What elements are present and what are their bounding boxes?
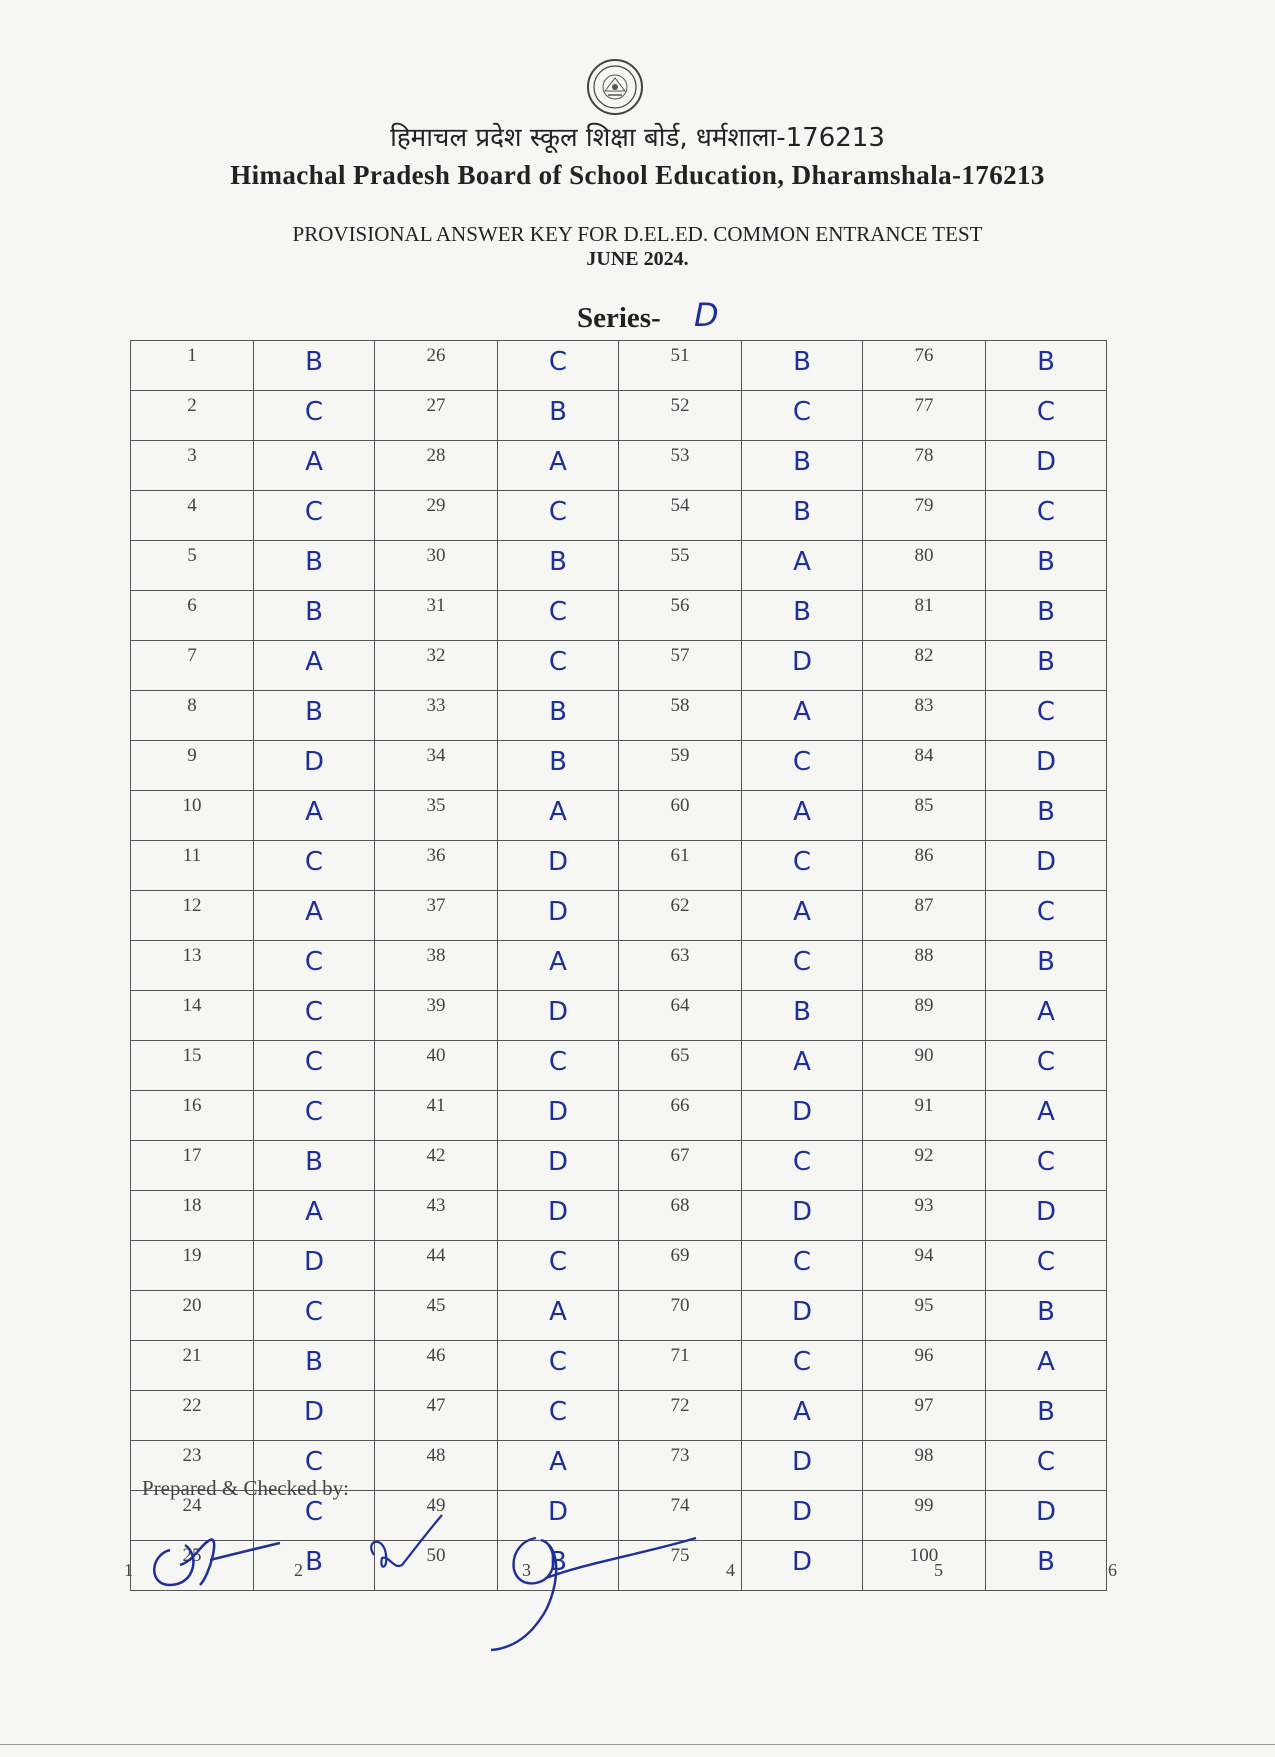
answer-cell: B [986, 541, 1107, 591]
answer-cell: D [498, 991, 619, 1041]
question-number: 18 [131, 1191, 254, 1241]
answer-cell: D [498, 1191, 619, 1241]
answer-cell: C [742, 1241, 863, 1291]
answer-cell: C [498, 1341, 619, 1391]
prepared-checked-label: Prepared & Checked by: [142, 1476, 350, 1500]
question-number: 70 [619, 1291, 742, 1341]
answer-cell: C [742, 1141, 863, 1191]
signatory-number: 6 [1108, 1560, 1117, 1580]
question-number: 32 [375, 641, 498, 691]
question-number: 20 [131, 1291, 254, 1341]
question-number: 64 [619, 991, 742, 1041]
signature-2 [364, 1510, 454, 1590]
answer-cell: C [498, 1041, 619, 1091]
answer-key-table [130, 340, 1107, 1591]
question-number: 45 [375, 1291, 498, 1341]
question-number: 65 [619, 1041, 742, 1091]
answer-cell: A [742, 891, 863, 941]
answer-cell: C [498, 1391, 619, 1441]
answer-cell: D [986, 441, 1107, 491]
answer-cell: B [498, 541, 619, 591]
series-value: D [694, 296, 719, 334]
answer-cell: D [742, 1441, 863, 1491]
question-number: 72 [619, 1391, 742, 1441]
table-row [131, 941, 1107, 991]
question-number: 15 [131, 1041, 254, 1091]
answer-cell: D [498, 1141, 619, 1191]
answer-cell: B [742, 441, 863, 491]
question-number: 59 [619, 741, 742, 791]
question-number: 94 [863, 1241, 986, 1291]
answer-cell: C [986, 1141, 1107, 1191]
question-number: 60 [619, 791, 742, 841]
answer-cell: C [254, 1091, 375, 1141]
question-number: 83 [863, 691, 986, 741]
answer-cell: B [254, 1341, 375, 1391]
question-number: 48 [375, 1441, 498, 1491]
answer-cell: C [742, 841, 863, 891]
question-number: 51 [619, 341, 742, 391]
answer-cell: C [254, 1491, 375, 1541]
answer-cell: B [742, 591, 863, 641]
signature-1 [140, 1515, 290, 1595]
answer-cell: C [254, 941, 375, 991]
question-number: 28 [375, 441, 498, 491]
table-row [131, 1041, 1107, 1091]
answer-cell: D [254, 1391, 375, 1441]
question-number: 57 [619, 641, 742, 691]
answer-cell: C [254, 1441, 375, 1491]
signatory-number: 4 [726, 1560, 735, 1580]
table-row [131, 841, 1107, 891]
signatory-number: 1 [124, 1560, 133, 1580]
answer-cell: C [986, 1041, 1107, 1091]
question-number: 50 [375, 1541, 498, 1591]
answer-cell: D [254, 1241, 375, 1291]
answer-cell: B [986, 341, 1107, 391]
answer-cell: A [254, 891, 375, 941]
answer-cell: B [986, 641, 1107, 691]
answer-cell: B [498, 741, 619, 791]
question-number: 61 [619, 841, 742, 891]
question-number: 79 [863, 491, 986, 541]
question-number: 31 [375, 591, 498, 641]
answer-cell: A [254, 791, 375, 841]
answer-cell: C [986, 491, 1107, 541]
answer-cell: B [254, 1141, 375, 1191]
answer-cell: B [986, 1291, 1107, 1341]
question-number: 68 [619, 1191, 742, 1241]
question-number: 78 [863, 441, 986, 491]
answer-cell: A [986, 1091, 1107, 1141]
question-number: 4 [131, 491, 254, 541]
question-number: 85 [863, 791, 986, 841]
question-number: 26 [375, 341, 498, 391]
question-number: 35 [375, 791, 498, 841]
question-number: 7 [131, 641, 254, 691]
table-row [131, 1191, 1107, 1241]
answer-cell: A [254, 641, 375, 691]
question-number: 11 [131, 841, 254, 891]
question-number: 41 [375, 1091, 498, 1141]
table-row [131, 541, 1107, 591]
question-number: 54 [619, 491, 742, 541]
question-number: 74 [619, 1491, 742, 1541]
answer-cell: C [254, 1291, 375, 1341]
question-number: 22 [131, 1391, 254, 1441]
answer-cell: A [742, 691, 863, 741]
answer-cell: D [986, 841, 1107, 891]
board-title-english: Himachal Pradesh Board of School Education, Dharamshala-176213 [230, 160, 1045, 190]
table-row [131, 1291, 1107, 1341]
question-number: 14 [131, 991, 254, 1041]
question-number: 96 [863, 1341, 986, 1391]
answer-cell: C [498, 1241, 619, 1291]
question-number: 92 [863, 1141, 986, 1191]
answer-cell: B [742, 341, 863, 391]
question-number: 17 [131, 1141, 254, 1191]
answer-cell: D [986, 1491, 1107, 1541]
question-number: 25 [131, 1541, 254, 1591]
question-number: 9 [131, 741, 254, 791]
answer-cell: C [254, 491, 375, 541]
answer-cell: C [986, 1441, 1107, 1491]
table-row [131, 741, 1107, 791]
question-number: 23 [131, 1441, 254, 1491]
table-row [131, 1341, 1107, 1391]
answer-cell: D [742, 641, 863, 691]
question-number: 67 [619, 1141, 742, 1191]
answer-cell: B [254, 591, 375, 641]
answer-cell: D [986, 741, 1107, 791]
answer-cell: C [986, 691, 1107, 741]
question-number: 40 [375, 1041, 498, 1091]
signature-3 [486, 1518, 706, 1658]
question-number: 13 [131, 941, 254, 991]
scan-edge-line [0, 1744, 1275, 1745]
question-number: 77 [863, 391, 986, 441]
answer-cell: C [254, 391, 375, 441]
board-seal-emblem [586, 58, 644, 116]
question-number: 30 [375, 541, 498, 591]
answer-cell: C [498, 591, 619, 641]
question-number: 53 [619, 441, 742, 491]
question-number: 5 [131, 541, 254, 591]
answer-cell: A [498, 941, 619, 991]
answer-cell: C [254, 1041, 375, 1091]
question-number: 66 [619, 1091, 742, 1141]
answer-cell: C [254, 991, 375, 1041]
signatory-number: 2 [294, 1560, 303, 1580]
table-row [131, 341, 1107, 391]
question-number: 47 [375, 1391, 498, 1441]
question-number: 3 [131, 441, 254, 491]
answer-cell: B [254, 541, 375, 591]
question-number: 16 [131, 1091, 254, 1141]
answer-cell: D [742, 1191, 863, 1241]
signatory-number: 5 [934, 1560, 943, 1580]
answer-cell: C [498, 341, 619, 391]
answer-cell: C [986, 891, 1107, 941]
table-row [131, 441, 1107, 491]
answer-cell: D [498, 841, 619, 891]
question-number: 38 [375, 941, 498, 991]
answer-cell: C [742, 391, 863, 441]
question-number: 29 [375, 491, 498, 541]
question-number: 19 [131, 1241, 254, 1291]
question-number: 33 [375, 691, 498, 741]
question-number: 1 [131, 341, 254, 391]
answer-cell: A [742, 541, 863, 591]
answer-cell: D [254, 741, 375, 791]
answer-cell: D [742, 1291, 863, 1341]
table-row [131, 1141, 1107, 1191]
question-number: 89 [863, 991, 986, 1041]
question-number: 88 [863, 941, 986, 991]
table-row [131, 641, 1107, 691]
question-number: 62 [619, 891, 742, 941]
question-number: 69 [619, 1241, 742, 1291]
answer-cell: A [498, 441, 619, 491]
question-number: 8 [131, 691, 254, 741]
answer-cell: D [742, 1541, 863, 1591]
question-number: 42 [375, 1141, 498, 1191]
answer-cell: C [254, 841, 375, 891]
question-number: 21 [131, 1341, 254, 1391]
table-row [131, 491, 1107, 541]
table-row [131, 391, 1107, 441]
answer-cell: B [986, 591, 1107, 641]
question-number: 56 [619, 591, 742, 641]
answer-cell: C [498, 491, 619, 541]
question-number: 10 [131, 791, 254, 841]
answer-cell: A [742, 1041, 863, 1091]
answer-cell: D [498, 1491, 619, 1541]
answer-cell: A [742, 791, 863, 841]
question-number: 82 [863, 641, 986, 691]
question-number: 99 [863, 1491, 986, 1541]
answer-cell: A [498, 1441, 619, 1491]
answer-cell: B [986, 1391, 1107, 1441]
table-row [131, 891, 1107, 941]
question-number: 44 [375, 1241, 498, 1291]
answer-cell: C [742, 1341, 863, 1391]
table-row [131, 591, 1107, 641]
question-number: 95 [863, 1291, 986, 1341]
answer-cell: B [254, 1541, 375, 1591]
answer-cell: C [986, 391, 1107, 441]
answer-cell: B [254, 341, 375, 391]
question-number: 37 [375, 891, 498, 941]
answer-cell: C [742, 941, 863, 991]
answer-cell: A [498, 791, 619, 841]
answer-cell: B [742, 991, 863, 1041]
question-number: 39 [375, 991, 498, 1041]
question-number: 6 [131, 591, 254, 641]
answer-cell: C [742, 741, 863, 791]
answer-cell: B [986, 791, 1107, 841]
answer-cell: C [498, 641, 619, 691]
question-number: 84 [863, 741, 986, 791]
answer-cell: B [498, 1541, 619, 1591]
question-number: 12 [131, 891, 254, 941]
question-number: 58 [619, 691, 742, 741]
signatory-number: 3 [522, 1560, 531, 1580]
question-number: 87 [863, 891, 986, 941]
question-number: 76 [863, 341, 986, 391]
table-row [131, 1391, 1107, 1441]
answer-cell: B [742, 491, 863, 541]
question-number: 49 [375, 1491, 498, 1541]
question-number: 27 [375, 391, 498, 441]
question-number: 63 [619, 941, 742, 991]
question-number: 73 [619, 1441, 742, 1491]
answer-cell: D [986, 1191, 1107, 1241]
question-number: 24 [131, 1491, 254, 1541]
answer-cell: D [742, 1091, 863, 1141]
question-number: 71 [619, 1341, 742, 1391]
answer-cell: A [742, 1391, 863, 1441]
question-number: 98 [863, 1441, 986, 1491]
answer-cell: A [498, 1291, 619, 1341]
question-number: 2 [131, 391, 254, 441]
question-number: 97 [863, 1391, 986, 1441]
answer-cell: B [498, 691, 619, 741]
question-number: 91 [863, 1091, 986, 1141]
question-number: 55 [619, 541, 742, 591]
answer-cell: B [986, 1541, 1107, 1591]
board-title-hindi: हिमाचल प्रदेश स्कूल शिक्षा बोर्ड, धर्मशाला-176213 [390, 123, 885, 153]
table-row [131, 991, 1107, 1041]
series-label: Series- [577, 302, 661, 334]
table-row [131, 691, 1107, 741]
question-number: 90 [863, 1041, 986, 1091]
question-number: 80 [863, 541, 986, 591]
table-row [131, 791, 1107, 841]
question-number: 34 [375, 741, 498, 791]
answer-cell: A [254, 441, 375, 491]
answer-cell: A [254, 1191, 375, 1241]
answer-cell: D [498, 891, 619, 941]
answer-cell: B [498, 391, 619, 441]
answer-cell: A [986, 1341, 1107, 1391]
question-number: 36 [375, 841, 498, 891]
question-number: 81 [863, 591, 986, 641]
answer-cell: C [986, 1241, 1107, 1291]
exam-session: JUNE 2024. [586, 248, 689, 270]
question-number: 52 [619, 391, 742, 441]
answer-cell: B [986, 941, 1107, 991]
answer-cell: B [254, 691, 375, 741]
answer-key-heading: PROVISIONAL ANSWER KEY FOR D.EL.ED. COMMON ENTRANCE TEST [292, 222, 983, 246]
answer-cell: D [498, 1091, 619, 1141]
table-row [131, 1091, 1107, 1141]
question-number: 43 [375, 1191, 498, 1241]
answer-cell: D [742, 1491, 863, 1541]
question-number: 93 [863, 1191, 986, 1241]
question-number: 46 [375, 1341, 498, 1391]
answer-cell: A [986, 991, 1107, 1041]
question-number: 75 [619, 1541, 742, 1591]
question-number: 86 [863, 841, 986, 891]
table-row [131, 1241, 1107, 1291]
question-number: 100 [863, 1541, 986, 1591]
